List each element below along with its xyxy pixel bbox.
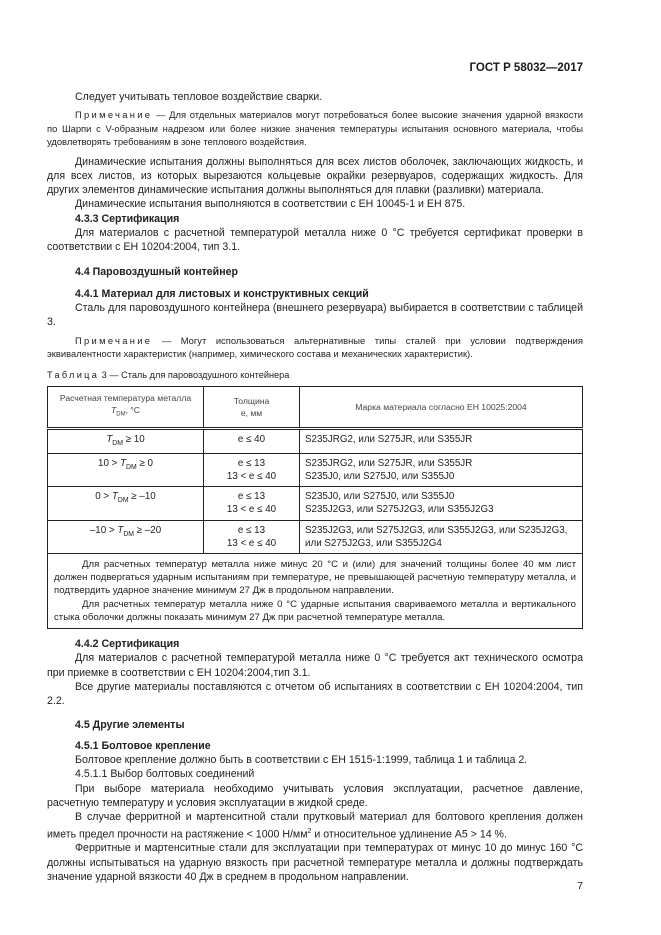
paragraph-welding: Следует учитывать тепловое воздействие сварки. bbox=[75, 91, 323, 103]
heading-4-4: 4.4 Паровоздушный контейнер bbox=[75, 265, 238, 278]
note-text: — Могут использоваться альтернативные типы сталей при условии подтверждения эквивалентности характеристик (например, химического состава и механических характеристик). bbox=[47, 334, 583, 360]
paragraph-cert-1: Для материалов с расчетной температурой металла ниже 0 °С требуется сертификат проверки в соответствии с ЕН 10204:2004, тип 3.1. bbox=[47, 227, 583, 254]
cell-thickness: e ≤ 13 13 < e ≤ 40 bbox=[204, 520, 300, 553]
note-label: Примечание bbox=[75, 109, 153, 121]
cell-grade: S235J2G3, или S275J2G3, или S355J2G3, или S235J2G3, или S275J2G3, или S355J2G4 bbox=[300, 520, 583, 553]
standard-code: ГОСТ Р 58032—2017 bbox=[469, 62, 583, 74]
table-notes bbox=[48, 553, 583, 628]
paragraph-ferritic-bar: В случае ферритной и мартенситной стали прутковый материал для болтового крепления должен иметь предел прочности на растяжение < 1000 $Н/мм^2$ и относительное удлинение А5 > 14 %. bbox=[47, 811, 583, 841]
paragraph-dynamic-tests: Динамические испытания должны выполняться для всех листов оболочек, заключающих жидкость, и для всех листов, из которых вырезаются кольцевые окрайки резервуаров, содержащих жидкость. Для других элементов динамические испытания должны выполняться для плавки (разливки) материала. bbox=[47, 155, 583, 197]
cell-thickness: e ≤ 13 13 < e ≤ 40 bbox=[204, 487, 300, 520]
table-row bbox=[48, 487, 583, 520]
cell-temperature: $10 > T_{DM} \ge 0$ bbox=[48, 453, 204, 486]
paragraph-bolting: Болтовое крепление должно быть в соответствии с ЕН 1515-1:1999, таблица 1 и таблица 2. bbox=[75, 754, 528, 767]
note-text: — Для отдельных материалов могут потребоваться более высокие значения ударной вязкости по Шарпи с V-образным надрезом или более низкие значения температуры испытания основного материала, чтобы удовлетворять требованиям в зоне теплового воздействия. bbox=[47, 109, 583, 148]
paragraph-ferritic-impact: Ферритные и мартенситные стали для эксплуатации при температурах от минус 10 до минус 160 °С должны испытываться на ударную вязкость при расчетной температуре металла и должны подтверждать значение ударной вязкости 40 Дж в среднем в продольном направлении. bbox=[47, 842, 583, 883]
cell-grade: S235J0, или S275J0, или S355J0 S235J2G3, или S275J2G3, или S355J2G3 bbox=[300, 487, 583, 520]
cell-temperature: $T_{DM} \ge 10$ bbox=[48, 428, 204, 453]
heading-4-4-1: 4.4.1 Материал для листовых и конструктивных секций bbox=[75, 287, 369, 300]
page-number: 7 bbox=[577, 880, 583, 892]
cell-temperature: $-10 > T_{DM} \ge -20$ bbox=[48, 520, 204, 553]
paragraph-dynamic-standards: Динамические испытания выполняются в соответствии с ЕН 10045-1 и ЕН 875. bbox=[75, 198, 466, 211]
heading-4-5-1: 4.5.1 Болтовое крепление bbox=[75, 739, 211, 752]
table-notes-row bbox=[48, 553, 583, 628]
table-row bbox=[48, 453, 583, 486]
heading-4-5: 4.5 Другие элементы bbox=[75, 719, 185, 732]
header-grade: Марка материала согласно ЕН 10025:2004 bbox=[300, 386, 583, 428]
steel-table bbox=[47, 386, 583, 629]
note-label: Примечание bbox=[75, 334, 153, 346]
heading-4-4-2: 4.4.2 Сертификация bbox=[75, 637, 180, 650]
table-row bbox=[48, 520, 583, 553]
cell-thickness: e ≤ 40 bbox=[204, 428, 300, 453]
table-row bbox=[48, 428, 583, 453]
paragraph-bolt-selection: 4.5.1.1 Выбор болтовых соединений bbox=[75, 768, 255, 781]
paragraph-material-choice: При выборе материала необходимо учитывать условия эксплуатации, расчетное давление, расчетную температуру и условия эксплуатации в жидкой среде. bbox=[47, 782, 583, 809]
cell-thickness: e ≤ 13 13 < e ≤ 40 bbox=[204, 453, 300, 486]
cell-grade: S235JRG2, или S275JR, или S355JR bbox=[300, 428, 583, 453]
cell-grade: S235JRG2, или S275JR, или S355JR S235J0, или S275J0, или S355J0 bbox=[300, 453, 583, 486]
paragraph-cert-3: Все другие материалы поставляются с отчетом об испытаниях в соответствии с ЕН 10204:2004, тип 2.2. bbox=[47, 680, 583, 708]
heading-4-3-3: 4.3.3 Сертификация bbox=[75, 212, 180, 225]
table-caption: Таблица 3 — Сталь для паровоздушного контейнера bbox=[47, 369, 290, 380]
table-header-row bbox=[48, 386, 583, 428]
table-note: Для расчетных температур металла ниже 0 °С ударные испытания свариваемого металла и вертикального стыка оболочки должны показать минимум 27 Дж при расчетной температуре металла. bbox=[54, 598, 576, 623]
note-2 bbox=[47, 334, 583, 361]
paragraph-cert-2: Для материалов с расчетной температурой металла ниже 0 °С требуется акт технического осмотра при приемке в соответствии с ЕН 10204:2004,тип 3.1. bbox=[47, 652, 583, 679]
table-note: Для расчетных температур металла ниже минус 20 °С и (или) для значений толщины более 40 мм лист должен подвергаться ударным испытаниям при температуре, не превышающей расчетную температуру металла, и подтвердить ударное значение минимум 27 Дж в продольном направлении. bbox=[54, 558, 576, 597]
cell-temperature: $0 > T_{DM} \ge -10$ bbox=[48, 487, 204, 520]
page-content bbox=[47, 90, 583, 884]
header-temperature: Расчетная температура металла $T_{DM}$, °C bbox=[48, 386, 204, 428]
header-thickness: Толщина e, мм bbox=[204, 386, 300, 428]
paragraph-steel-selection: Сталь для паровоздушного контейнера (внешнего резервуара) выбирается в соответствии с таблицей 3. bbox=[47, 302, 583, 329]
note-1 bbox=[47, 108, 583, 148]
